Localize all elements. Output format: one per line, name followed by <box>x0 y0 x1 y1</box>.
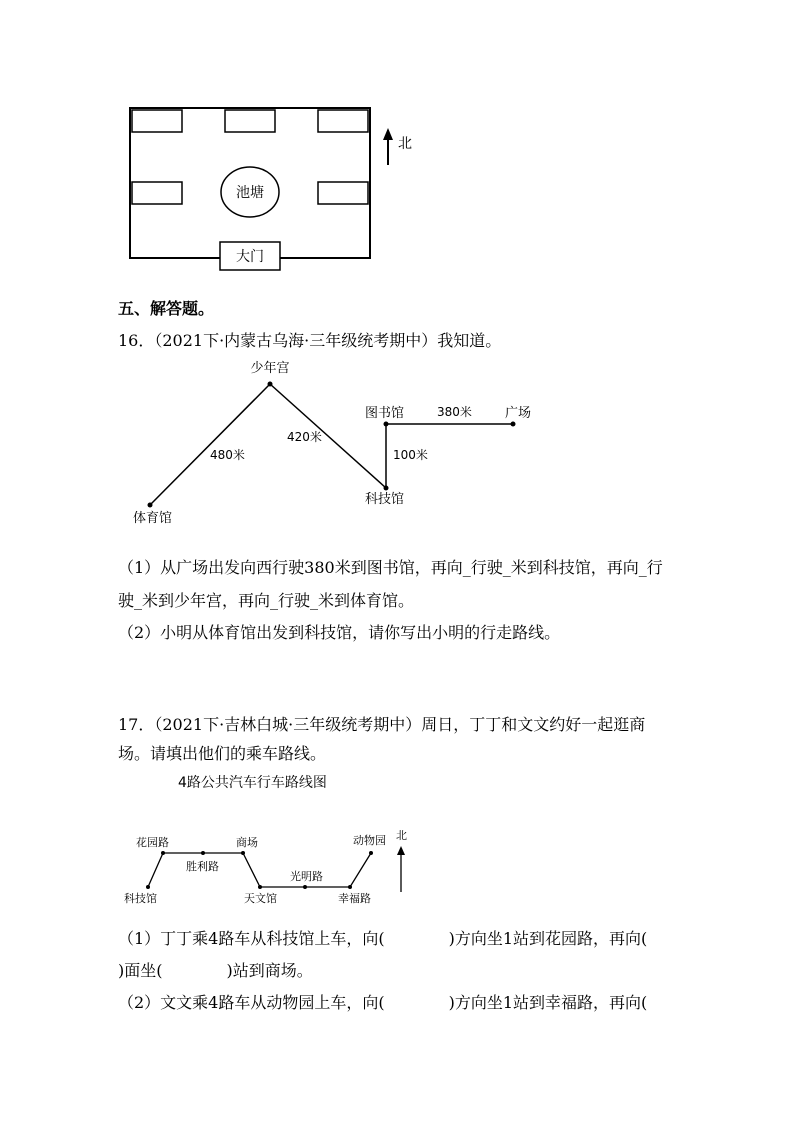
label-tushuguan: 图书馆 <box>365 406 405 421</box>
q17-header-line2: 场。请填出他们的乘车路线。 <box>118 744 327 763</box>
point-guangchang <box>511 422 516 427</box>
bus-route-line <box>148 853 371 887</box>
q17-part1-line1: （1）丁丁乘4路车从科技馆上车，向( )方向坐1站到花园路，再向( <box>118 929 648 948</box>
building-mid-left <box>132 182 182 204</box>
q16-part1-line2: 驶_米到少年宫，再向_行驶_米到体育馆。 <box>118 591 415 610</box>
point-shaoniangong <box>268 382 273 387</box>
path-tiyuguan-shaoniangong <box>150 384 270 505</box>
north-label: 北 <box>398 136 412 152</box>
label-shaoniangong: 少年宫 <box>250 361 290 376</box>
q16-header: 16．（2021下·内蒙古乌海·三年级统考期中）我知道。 <box>118 331 502 350</box>
q17-part1-line2: )面坐( )站到商场。 <box>118 961 313 980</box>
bus-map-title: 4路公共汽车行车路线图 <box>178 775 327 791</box>
label-guangminglu: 光明路 <box>290 870 323 883</box>
label-100: 100米 <box>393 448 428 462</box>
north-arrowhead-icon <box>383 128 393 140</box>
stop-huayuanlu <box>161 851 165 855</box>
label-huayuanlu: 花园路 <box>136 836 169 849</box>
section-title: 五、解答题。 <box>118 299 215 318</box>
label-shenglilu: 胜利路 <box>186 860 219 873</box>
north-arrowhead-icon-2 <box>397 846 405 855</box>
q16-diagram <box>125 355 545 530</box>
building-top-left <box>132 110 182 132</box>
label-tiyuguan: 体育馆 <box>133 511 173 526</box>
q17-header-line1: 17．（2021下·吉林白城·三年级统考期中）周日，丁丁和文文约好一起逛商 <box>118 715 646 734</box>
building-top-center <box>225 110 275 132</box>
q16-part1-line1: （1）从广场出发向西行驶380米到图书馆，再向_行驶_米到科技馆，再向_行 <box>118 558 663 577</box>
stop-guangminglu <box>303 885 307 889</box>
stop-shenglilu <box>201 851 205 855</box>
stop-xingfulu <box>348 885 352 889</box>
stop-kejiguan <box>146 885 150 889</box>
label-north-2: 北 <box>396 829 407 842</box>
label-guangchang: 广场 <box>505 406 532 421</box>
label-xingfulu: 幸福路 <box>338 892 371 905</box>
q17-part2-line1: （2）文文乘4路车从动物园上车，向( )方向坐1站到幸福路，再向( <box>118 993 648 1012</box>
building-top-right <box>318 110 368 132</box>
label-kejiguan: 科技馆 <box>365 492 405 507</box>
label-dongwuyuan: 动物园 <box>353 834 386 847</box>
stop-tianwenguan <box>258 885 262 889</box>
gate-label: 大门 <box>236 249 264 265</box>
pond-label: 池塘 <box>236 185 264 201</box>
point-tiyuguan <box>148 503 153 508</box>
point-tushuguan <box>384 422 389 427</box>
label-420: 420米 <box>287 430 322 444</box>
park-map <box>120 100 440 275</box>
stop-shangchang <box>241 851 245 855</box>
label-kejiguan-stop: 科技馆 <box>124 892 157 905</box>
stop-dongwuyuan <box>369 851 373 855</box>
label-shangchang: 商场 <box>236 836 258 849</box>
point-kejiguan <box>384 486 389 491</box>
label-tianwenguan: 天文馆 <box>244 892 277 905</box>
label-480: 480米 <box>210 448 245 462</box>
q16-part2: （2）小明从体育馆出发到科技馆，请你写出小明的行走路线。 <box>118 623 561 642</box>
building-mid-right <box>318 182 368 204</box>
bus-route-map <box>118 822 438 912</box>
label-380: 380米 <box>437 405 472 419</box>
